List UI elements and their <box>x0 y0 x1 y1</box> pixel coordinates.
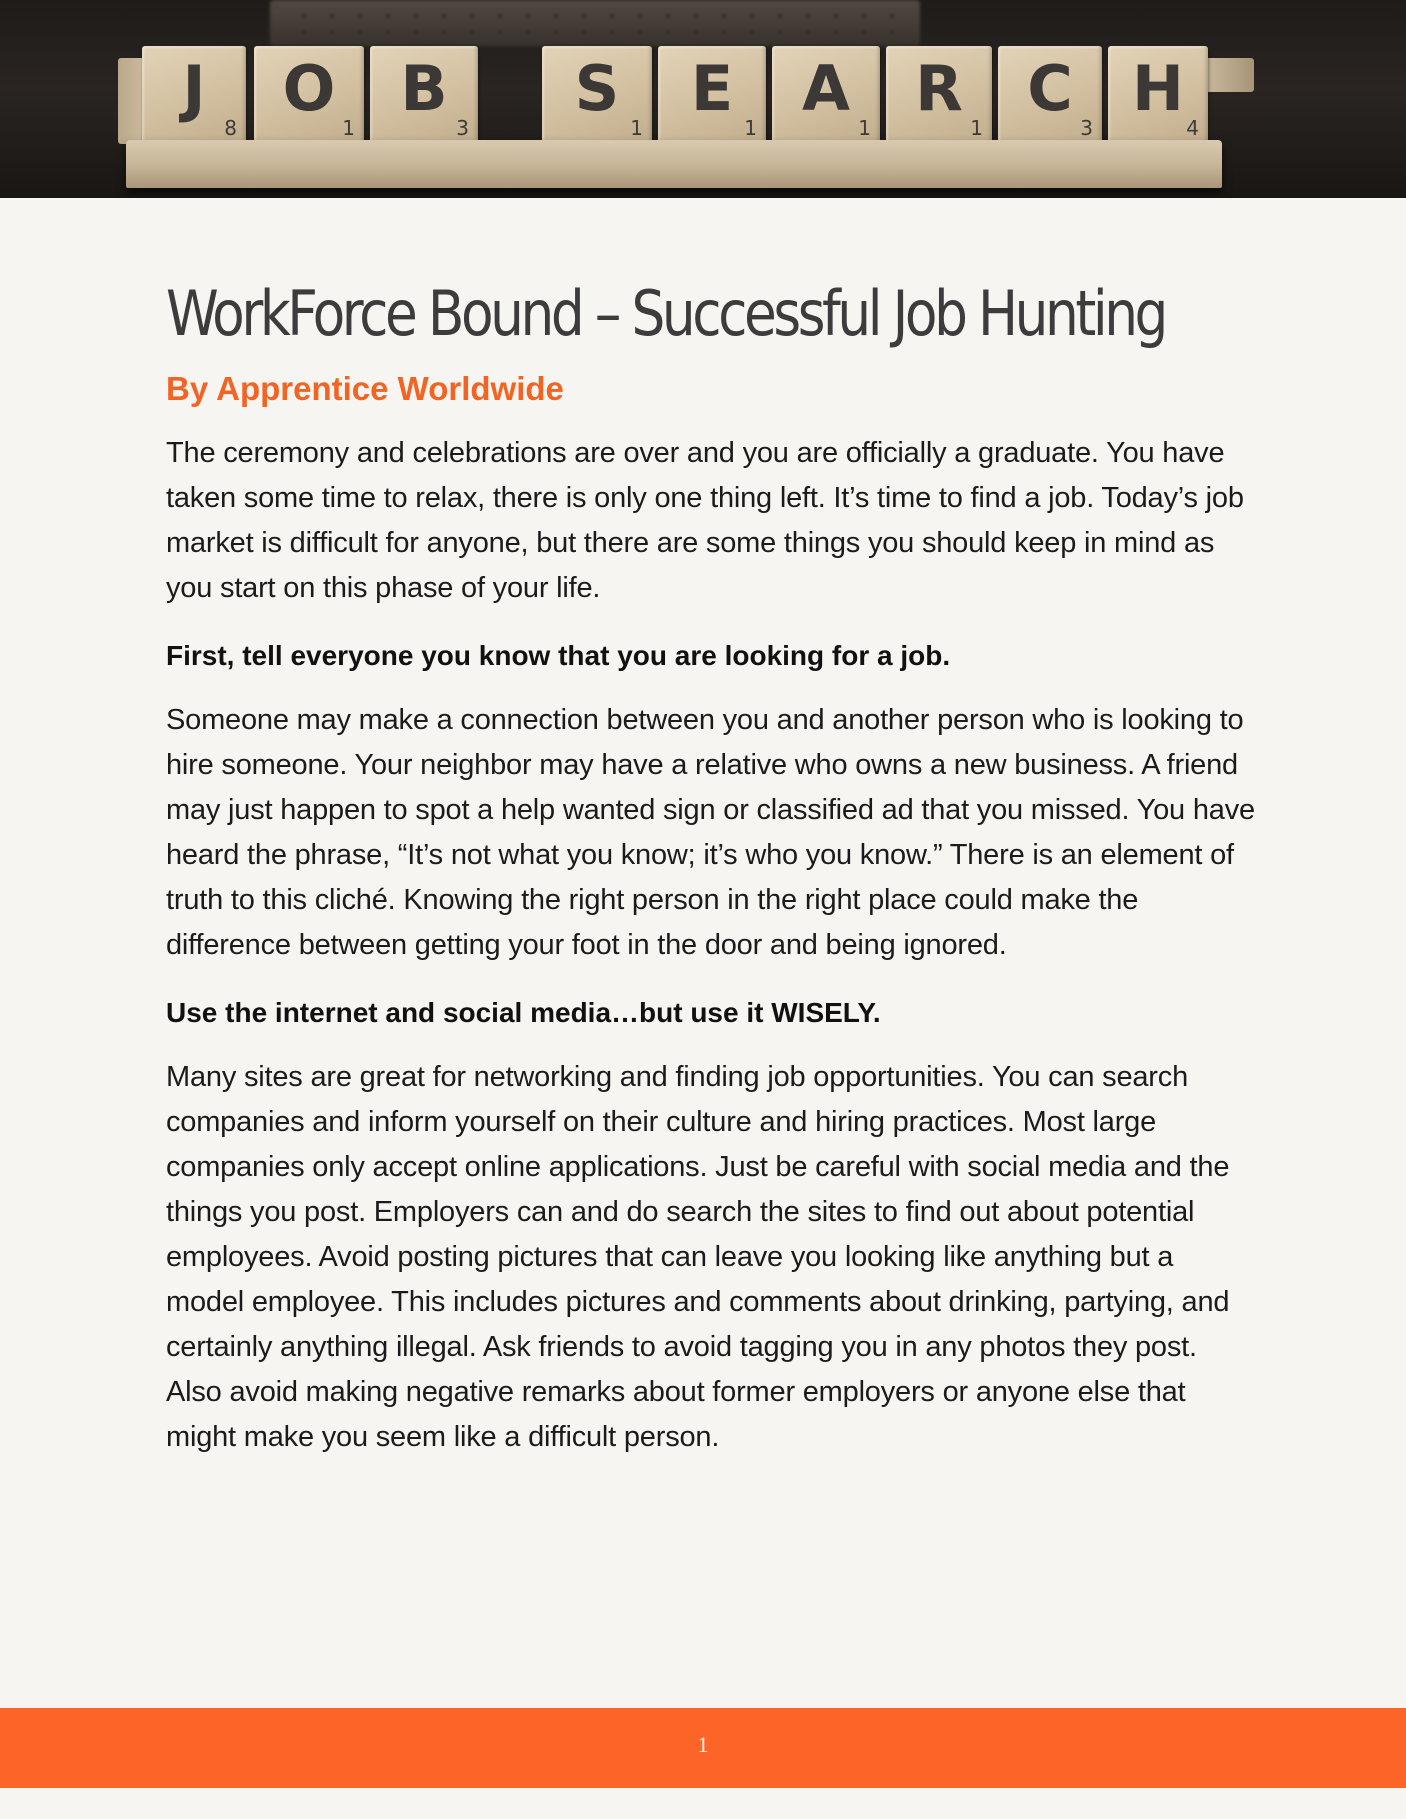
tile-letter: R <box>915 52 963 125</box>
section-body-tell-everyone: Someone may make a connection between you and another person who is looking to hire someone. Your neighbor may have a relative who owns a new business. A friend may just happen to spot a help wanted sign or classified ad that you missed. You have heard the phrase, “It’s not what you know; it’s who you know.” There is an element of truth to this cliché. Knowing the right person in the right place could make the difference between getting your foot in the door and being ignored. <box>166 704 1255 962</box>
footer-bar <box>0 1708 1406 1788</box>
tile-letter: H <box>1132 52 1184 125</box>
tile-score: 3 <box>1080 116 1093 140</box>
scrabble-tile <box>998 46 1102 146</box>
tile-letter: J <box>182 52 206 125</box>
tile-score: 8 <box>224 116 237 140</box>
page-title: WorkForce Bound – Successful Job Hunting <box>166 277 1165 350</box>
scrabble-tile <box>370 46 478 146</box>
scrabble-tile <box>142 46 246 146</box>
tile-score: 1 <box>342 116 355 140</box>
tile-score: 1 <box>630 116 643 140</box>
tile-score: 1 <box>744 116 757 140</box>
tile-rack <box>126 140 1222 188</box>
scrabble-tile <box>658 46 766 146</box>
article <box>166 277 1256 1460</box>
tile-score: 3 <box>456 116 469 140</box>
tile-score: 1 <box>858 116 871 140</box>
byline: By Apprentice Worldwide <box>166 370 564 408</box>
scrabble-tile <box>886 46 992 146</box>
scrabble-tile <box>772 46 880 146</box>
rack-end-right <box>1202 58 1254 92</box>
background-tile-rack <box>270 0 920 46</box>
intro-paragraph: The ceremony and celebrations are over and you are officially a graduate. You have taken some time to relax, there is only one thing left. It’s time to find a job. Today’s job market is difficult for anyone, but there are some things you should keep in mind as you start on this phase of your life. <box>166 437 1244 605</box>
header-image <box>0 0 1406 198</box>
tile-letter: C <box>1027 52 1073 125</box>
tile-letter: O <box>282 52 336 125</box>
scrabble-tile <box>542 46 652 146</box>
tile-score: 1 <box>970 116 983 140</box>
section-heading-social-media: Use the internet and social media…but use it WISELY. <box>166 997 881 1029</box>
tile-letter: A <box>802 52 850 125</box>
scrabble-tile <box>254 46 364 146</box>
tile-letter: S <box>574 52 620 125</box>
scrabble-tile <box>1108 46 1208 146</box>
tile-score: 4 <box>1186 116 1199 140</box>
section-heading-tell-everyone: First, tell everyone you know that you are looking for a job. <box>166 640 951 672</box>
tile-letter: E <box>690 52 734 125</box>
section-body-social-media: Many sites are great for networking and finding job opportunities. You can search companies and inform yourself on their culture and hiring practices. Most large companies only accept online applications. Just be careful with social media and the things you post. Employers can and do search the sites to find out about potential employees. Avoid posting pictures that can leave you looking like anything but a model employee. This includes pictures and comments about drinking, partying, and certainly anything illegal. Ask friends to avoid tagging you in any photos they post. Also avoid making negative remarks about former employers or anyone else that might make you seem like a difficult person. <box>166 1061 1230 1454</box>
tile-letter: B <box>400 52 448 125</box>
page-number: 1 <box>697 1732 709 1757</box>
